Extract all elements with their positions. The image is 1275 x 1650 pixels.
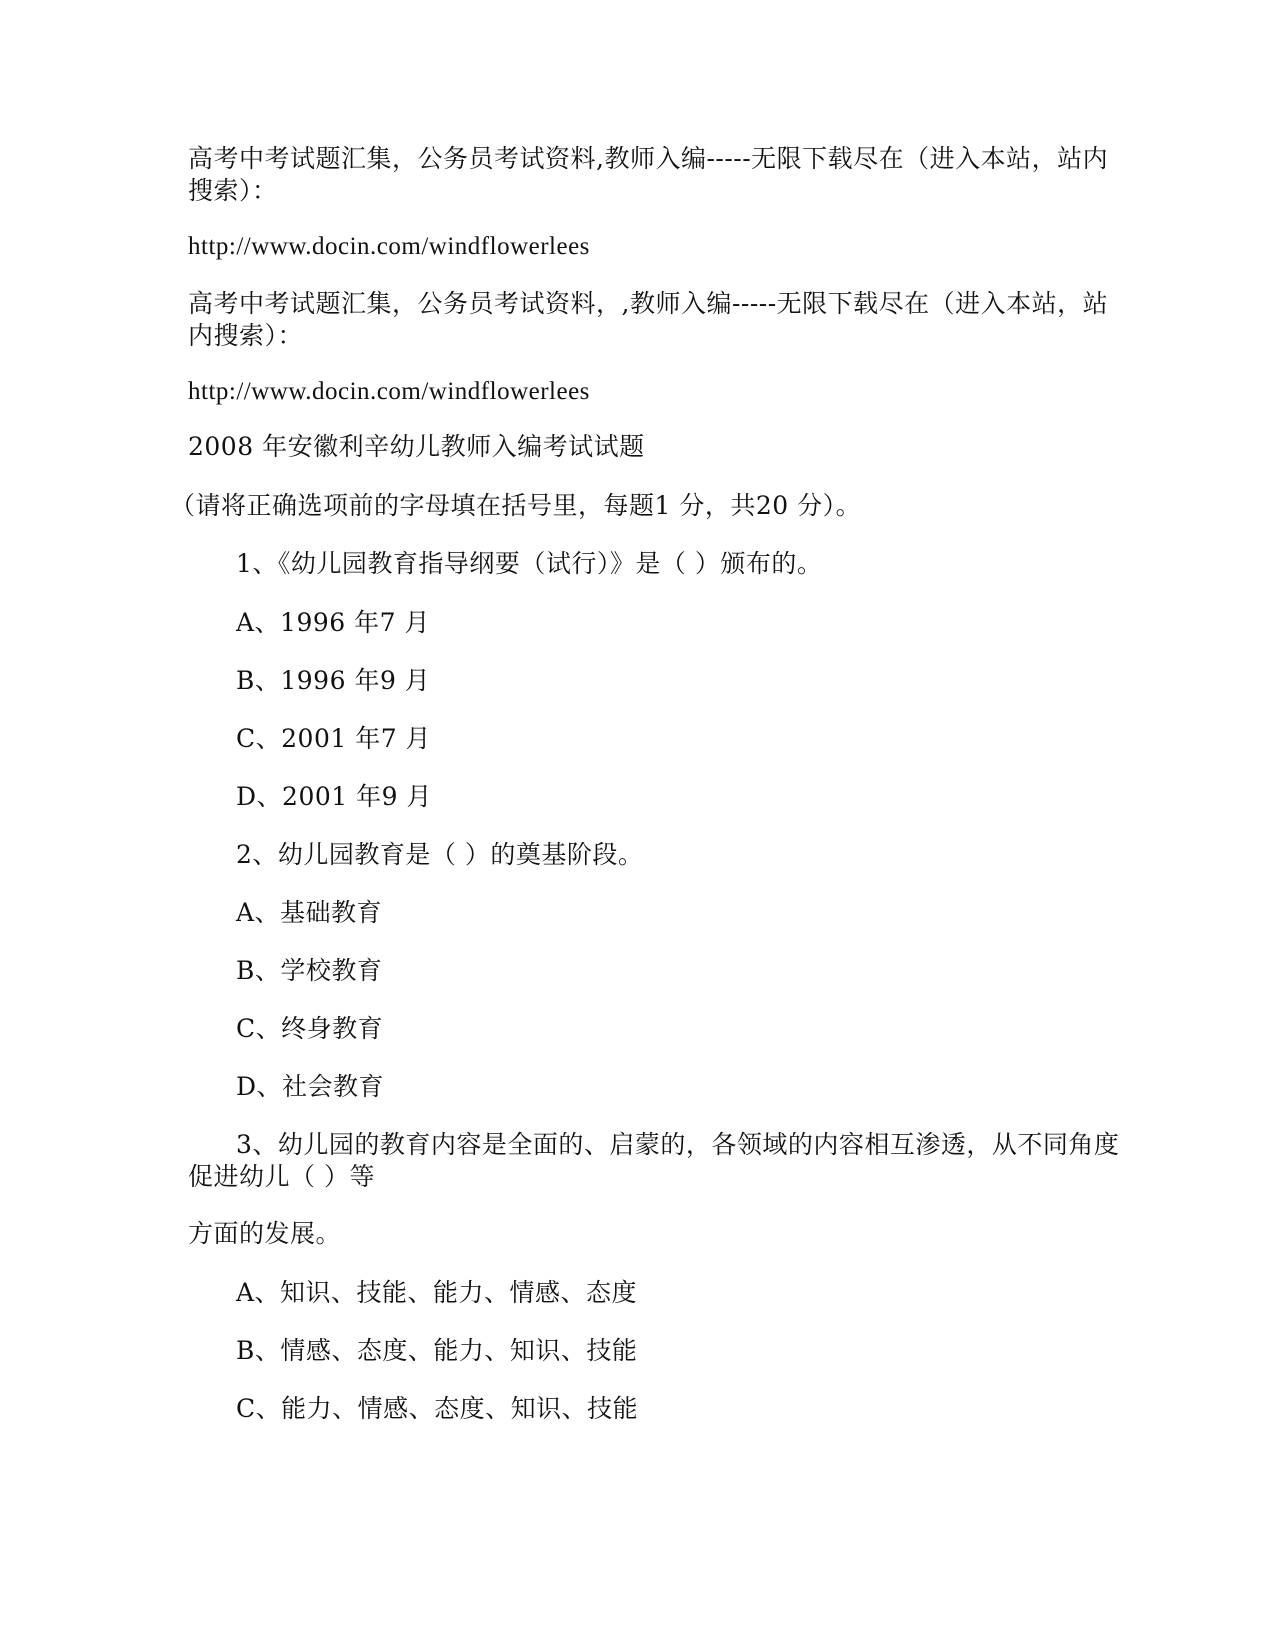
docin-url: http://www.docin.com/windflowerlees: [188, 233, 590, 260]
exam-title: 2008 年安徽利辛幼儿教师入编考试试题: [188, 432, 645, 461]
promo-text-line: 高考中考试题汇集，公务员考试资料，,教师入编-----无限下载尽在（进入本站，站: [188, 289, 1109, 318]
exam-instructions: （请将正确选项前的字母填在括号里，每题1 分，共20 分）。: [170, 491, 862, 520]
answer-option: B、1996 年9 月: [236, 666, 431, 695]
answer-option: A、基础教育: [236, 898, 383, 927]
answer-option: C、终身教育: [236, 1014, 384, 1043]
docin-url: http://www.docin.com/windflowerlees: [188, 378, 590, 405]
question-stem-continued: 促进幼儿（ ）等: [188, 1162, 375, 1191]
question-stem: 1、《幼儿园教育指导纲要（试行）》是（ ）颁布的。: [236, 549, 823, 578]
promo-text-line: 搜索）：: [188, 176, 278, 205]
answer-option: C、能力、情感、态度、知识、技能: [236, 1394, 639, 1423]
answer-option: B、学校教育: [236, 956, 383, 985]
question-stem: 2、幼儿园教育是（ ）的奠基阶段。: [236, 840, 644, 869]
answer-option: D、社会教育: [236, 1072, 385, 1101]
answer-option: B、情感、态度、能力、知识、技能: [236, 1336, 638, 1365]
answer-option: D、2001 年9 月: [236, 782, 432, 811]
question-stem: 3、幼儿园的教育内容是全面的、启蒙的，各领域的内容相互渗透，从不同角度: [236, 1130, 1120, 1159]
promo-text-line: 内搜索）：: [188, 321, 304, 350]
promo-text-line: 高考中考试题汇集，公务员考试资料,教师入编-----无限下载尽在（进入本站，站内: [188, 144, 1109, 173]
answer-option: A、知识、技能、能力、情感、态度: [236, 1278, 638, 1307]
question-stem-continued: 方面的发展。: [188, 1219, 342, 1248]
answer-option: A、1996 年7 月: [236, 608, 430, 637]
answer-option: C、2001 年7 月: [236, 724, 432, 753]
